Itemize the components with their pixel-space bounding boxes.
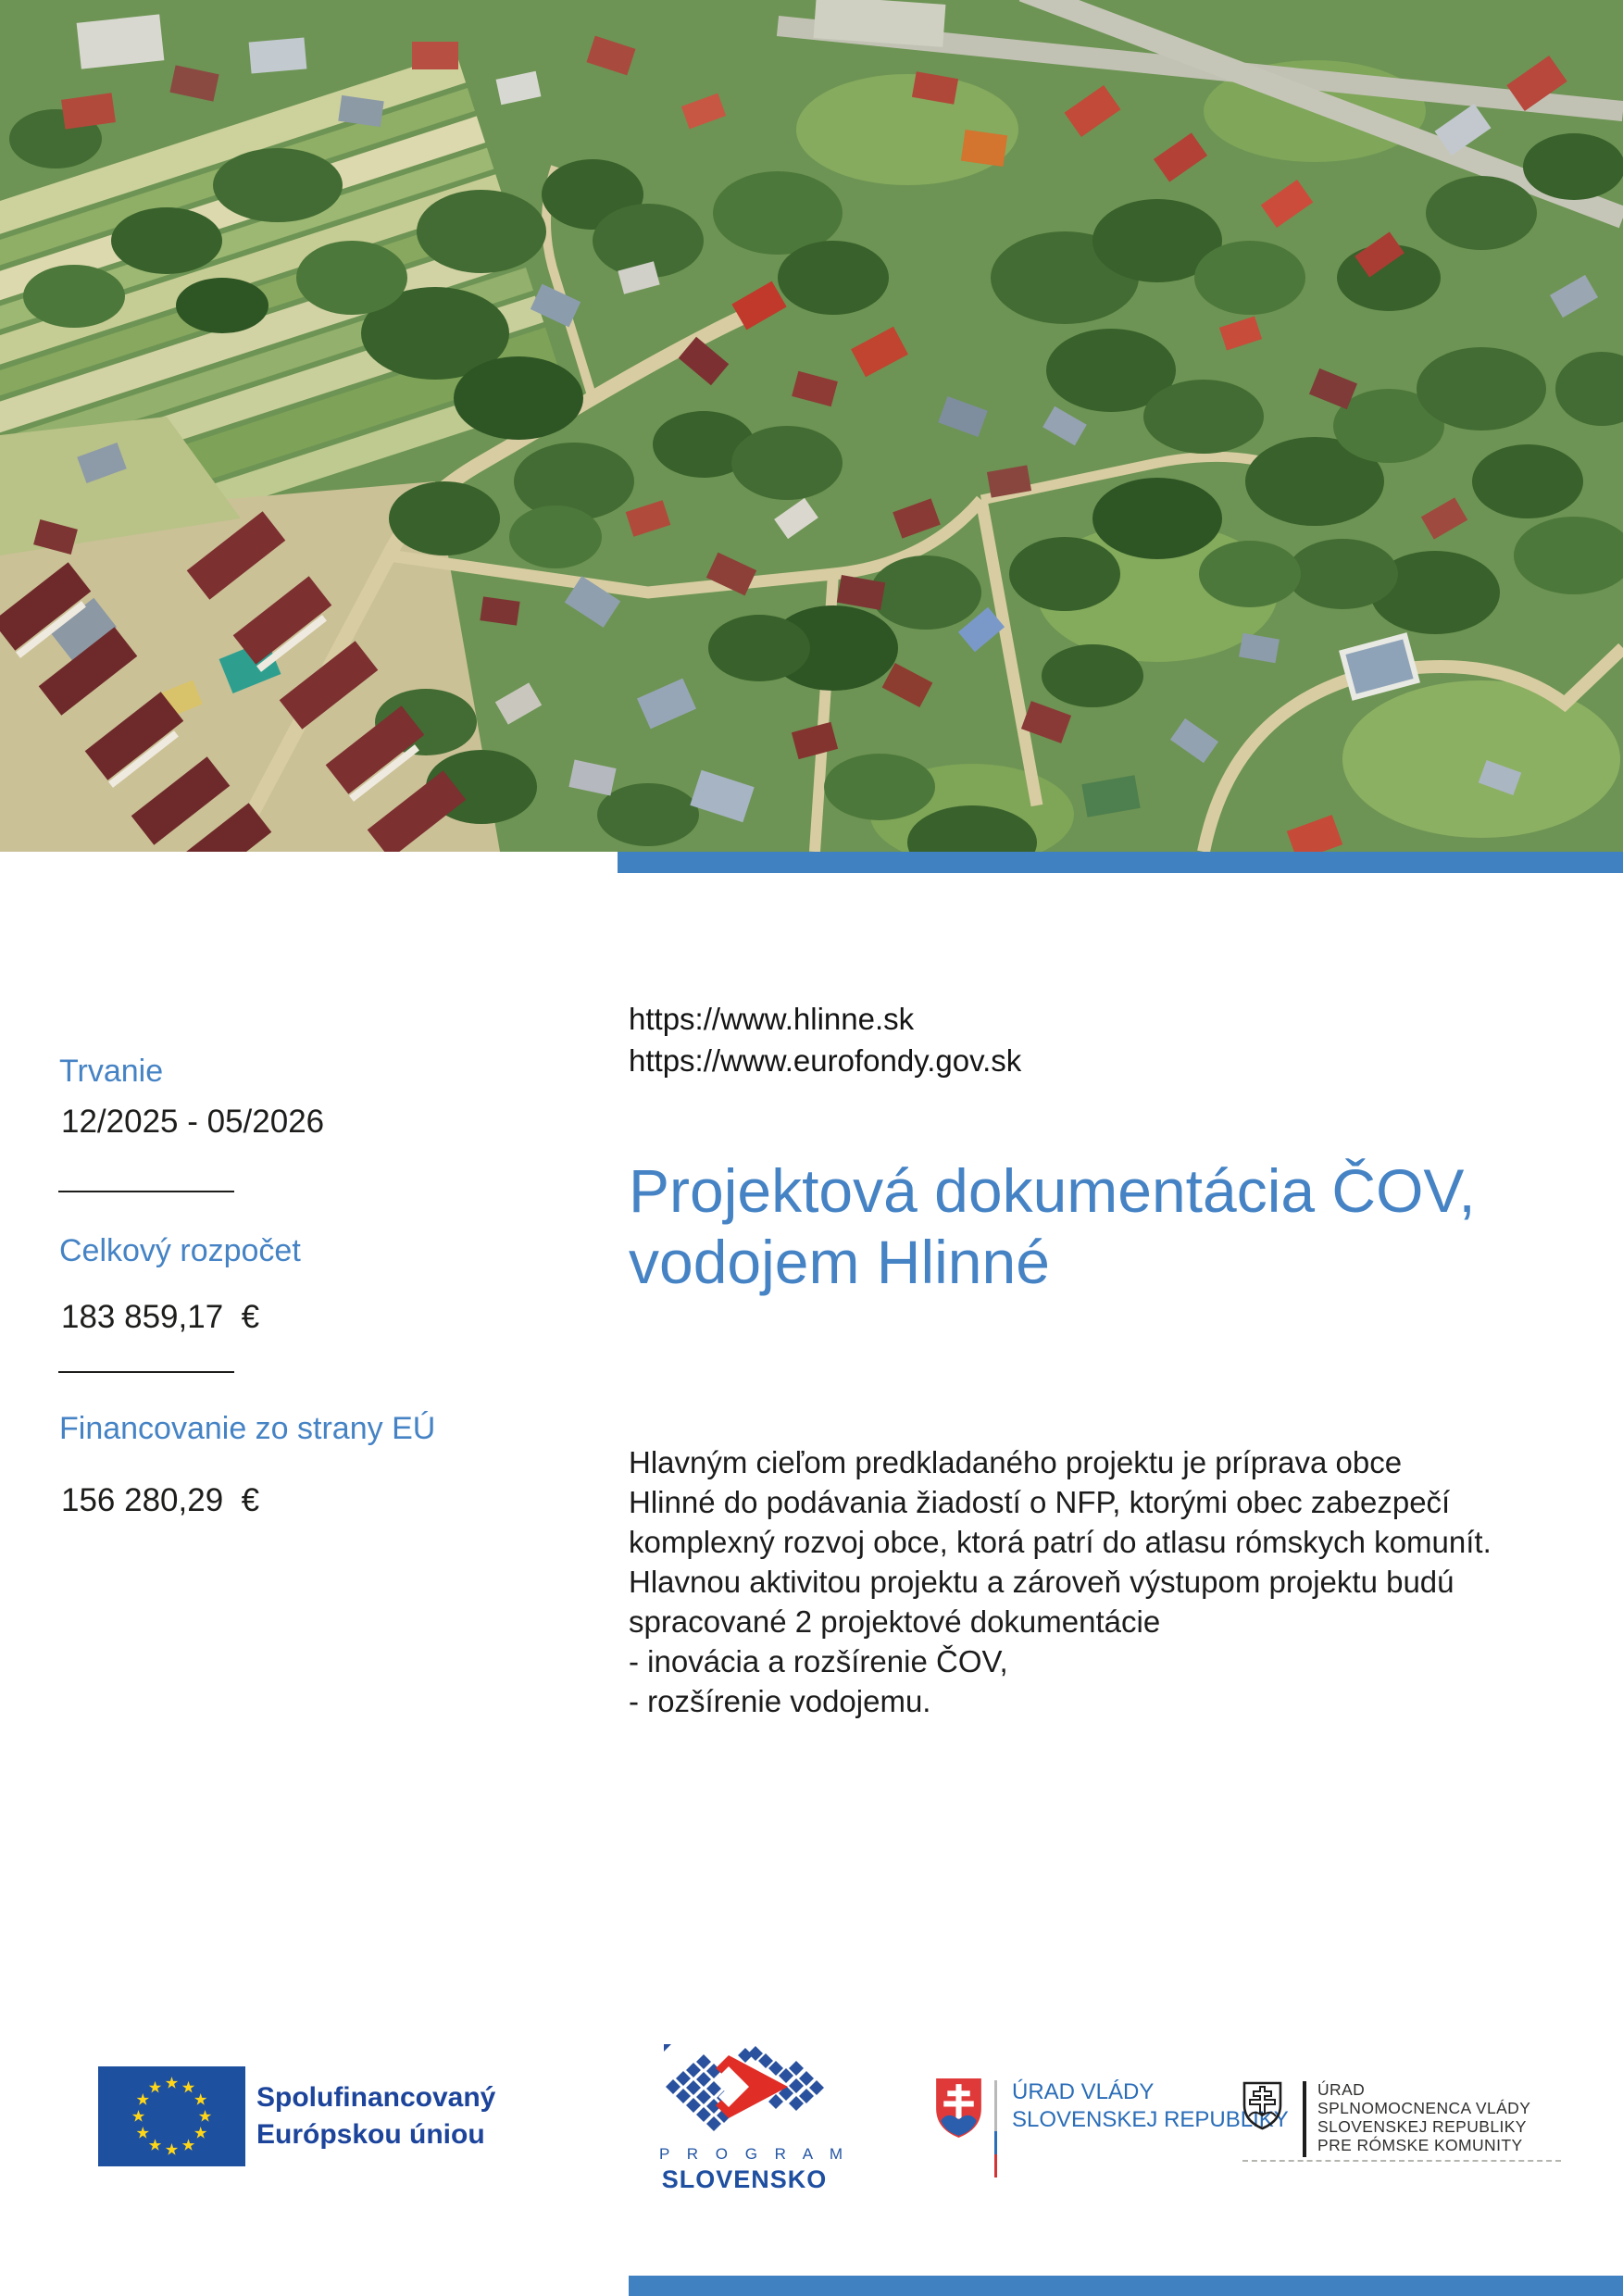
body-text-line: - inovácia a rozšírenie ČOV, <box>629 1644 1008 1678</box>
plenipotentiary-line3: SLOVENSKEJ REPUBLIKY <box>1317 2117 1527 2136</box>
top-accent-bar <box>618 852 1623 873</box>
program-slovensko-top-label: P R O G R A M <box>659 2145 849 2163</box>
sidebar-divider <box>58 1371 234 1373</box>
eu-cofunded-line1: Spolufinancovaný <box>256 2082 496 2113</box>
body-text-line: Hlavným cieľom predkladaného projektu je príprava obce <box>629 1445 1403 1479</box>
eu-flag-icon <box>98 2066 245 2166</box>
program-slovensko-bottom-label: SLOVENSKO <box>661 2165 828 2193</box>
plenipotentiary-line2: SPLNOMOCNENCA VLÁDY <box>1317 2099 1531 2117</box>
program-slovensko-logo <box>659 2044 849 2194</box>
body-text-line: komplexný rozvoj obce, ktorá patrí do atlasu rómskych komunít. <box>629 1525 1492 1559</box>
body-text-line: Hlavnou aktivitou projektu a zároveň výstupom projektu budú <box>629 1565 1454 1599</box>
sidebar-label-eu-funding: Financovanie zo strany EÚ <box>59 1411 436 1446</box>
program-slovensko-mark-icon <box>664 2044 825 2133</box>
plenipotentiary-separator <box>1303 2081 1306 2157</box>
body-text-line: - rozšírenie vodojemu. <box>629 1684 931 1718</box>
plenipotentiary-line4: PRE RÓMSKE KOMUNITY <box>1317 2136 1523 2154</box>
slovak-coat-of-arms-icon <box>934 2078 983 2140</box>
page-title-line2: vodojem Hlinné <box>629 1228 1050 1296</box>
body-text-line: spracované 2 projektové dokumentácie <box>629 1604 1161 1639</box>
aerial-photo <box>0 0 1623 852</box>
sidebar-value-total-budget: 183 859,17 € <box>61 1299 260 1335</box>
sidebar-value-duration: 12/2025 - 05/2026 <box>61 1104 325 1140</box>
sidebar-label-duration: Trvanie <box>59 1054 164 1089</box>
gov-office-line1: ÚRAD VLÁDY <box>1012 2079 1155 2104</box>
sidebar-value-eu-funding: 156 280,29 € <box>61 1482 260 1518</box>
page-title-line1: Projektová dokumentácia ČOV, <box>629 1156 1476 1225</box>
sidebar-label-total-budget: Celkový rozpočet <box>59 1233 301 1268</box>
eu-cofunded-line2: Európskou úniou <box>256 2119 485 2150</box>
plenipotentiary-placeholder-border <box>1242 2160 1561 2162</box>
gov-office-separator <box>994 2080 997 2177</box>
url-hlinne-link[interactable]: https://www.hlinne.sk <box>629 1002 915 1036</box>
body-text-line: Hlinné do podávania žiadostí o NFP, ktorými obec zabezpečí <box>629 1485 1451 1519</box>
gov-office-line2: SLOVENSKEJ REPUBLIKY <box>1012 2107 1289 2132</box>
sidebar-divider <box>58 1191 234 1192</box>
slovak-coat-of-arms-outline-icon <box>1242 2081 1282 2130</box>
plenipotentiary-line1: ÚRAD <box>1317 2080 1366 2099</box>
url-eurofondy-link[interactable]: https://www.eurofondy.gov.sk <box>629 1043 1022 1078</box>
bottom-accent-bar <box>629 2276 1623 2296</box>
